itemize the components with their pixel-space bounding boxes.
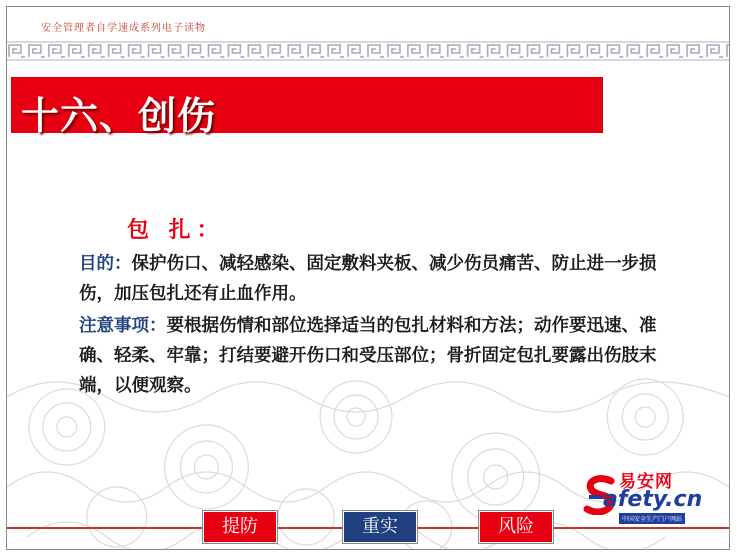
slide-title: 十六、创伤 — [21, 94, 217, 138]
purpose-label: 目的： — [79, 254, 132, 274]
series-title: 安全管理者自学速成系列电子读物 — [41, 23, 206, 34]
notes-text: 要根据伤情和部位选择适当的包扎材料和方法；动作要迅速、准确、轻柔、牢靠；打结要避开伤口和受压部位；骨折固定包扎要露出伤肢末端，以便观察。 — [79, 316, 657, 396]
nav-next-button[interactable]: 风险 — [479, 511, 553, 543]
logo-subtitle: 中国安全生产门户网站 — [619, 513, 685, 524]
paragraph-notes — [79, 311, 679, 401]
nav-middle-button[interactable]: 重实 — [343, 511, 417, 543]
subheading: 包 扎： — [127, 218, 225, 243]
logo-chinese-name: 易安网 — [619, 472, 673, 492]
nav-prev-button[interactable]: 提防 — [203, 511, 277, 543]
notes-label: 注意事项： — [79, 316, 167, 336]
site-logo — [583, 467, 723, 527]
paragraph-purpose — [79, 249, 679, 309]
logo-domain: afety.cn — [603, 487, 703, 512]
slide — [6, 6, 730, 550]
body-text — [79, 249, 679, 403]
fret-border-decoration — [7, 41, 729, 61]
purpose-text: 保护伤口、减轻感染、固定敷料夹板、减少伤员痛苦、防止进一步损伤，加压包扎还有止血作用。 — [79, 254, 657, 304]
